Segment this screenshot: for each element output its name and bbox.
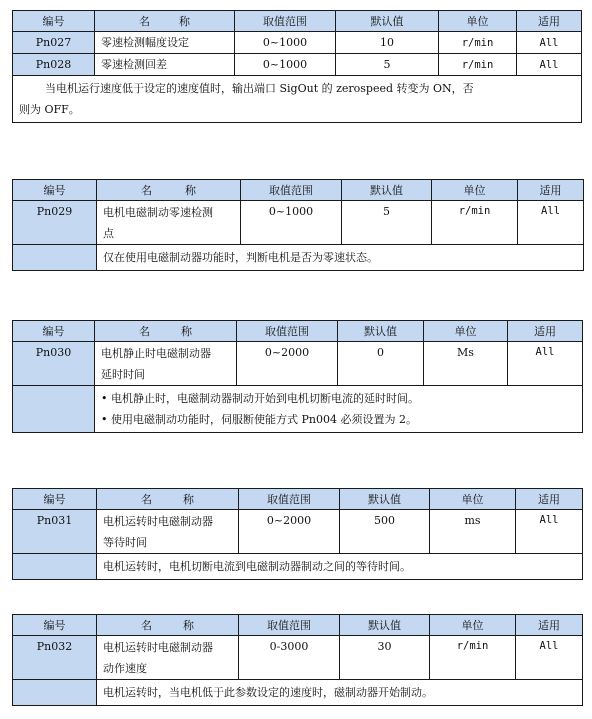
description-label-cell	[13, 245, 97, 271]
header-default: 默认值	[340, 489, 430, 510]
param-unit: ms	[430, 510, 516, 554]
param-code: Pn029	[13, 201, 97, 245]
param-default: 5	[342, 201, 432, 245]
param-unit: r/min	[432, 201, 518, 245]
param-unit: r/min	[439, 54, 517, 76]
header-applies: 适用	[517, 11, 582, 32]
header-name: 名 称	[95, 11, 235, 32]
table-row	[13, 342, 583, 386]
param-code: Pn030	[13, 342, 95, 386]
header-default: 默认值	[342, 180, 432, 201]
param-unit: r/min	[439, 32, 517, 54]
header-default: 默认值	[336, 11, 439, 32]
param-default: 500	[340, 510, 430, 554]
header-applies: 适用	[516, 615, 583, 636]
param-code: Pn031	[13, 510, 97, 554]
param-name: 电机运转时电磁制动器 动作速度	[97, 636, 239, 680]
header-default: 默认值	[340, 615, 430, 636]
description-row	[13, 76, 582, 123]
header-code: 编号	[13, 11, 95, 32]
param-name: 零速检测回差	[95, 54, 235, 76]
param-applies: All	[508, 342, 583, 386]
param-name: 电机运转时电磁制动器 等待时间	[97, 510, 239, 554]
header-code: 编号	[13, 180, 97, 201]
table-row	[13, 636, 583, 680]
description-row	[13, 245, 584, 271]
param-applies: All	[516, 636, 583, 680]
header-range: 取值范围	[241, 180, 342, 201]
param-description: 仅在使用电磁制动器功能时，判断电机是否为零速状态。	[97, 245, 584, 271]
header-unit: 单位	[439, 11, 517, 32]
param-range: 0~1000	[235, 32, 336, 54]
description-row	[13, 386, 583, 433]
header-range: 取值范围	[239, 489, 340, 510]
param-default: 5	[336, 54, 439, 76]
description-line: • 电机静止时，电磁制动器制动开始到电机切断电流的延时时间。	[101, 392, 419, 405]
header-code: 编号	[13, 615, 97, 636]
param-name: 电机电磁制动零速检测 点	[97, 201, 241, 245]
header-range: 取值范围	[237, 321, 338, 342]
header-applies: 适用	[516, 489, 583, 510]
table-header-row	[13, 11, 582, 32]
description-row	[13, 680, 583, 706]
description-line: • 使用电磁制动功能时，伺服断使能方式 Pn004 必须设置为 2。	[101, 413, 417, 426]
param-range: 0-3000	[239, 636, 340, 680]
param-range: 0~1000	[241, 201, 342, 245]
table-header-row	[13, 489, 583, 510]
param-range: 0~2000	[239, 510, 340, 554]
param-unit: Ms	[424, 342, 508, 386]
table-header-row	[13, 321, 583, 342]
param-applies: All	[517, 32, 582, 54]
param-name: 零速检测幅度设定	[95, 32, 235, 54]
description-label-cell	[13, 386, 95, 433]
description-line: 当电机运行速度低于设定的速度值时，输出端口 SigOut 的 zerospeed 转变为 ON，否	[45, 82, 474, 95]
header-applies: 适用	[518, 180, 584, 201]
header-code: 编号	[13, 489, 97, 510]
table-row	[13, 54, 582, 76]
param-code: Pn032	[13, 636, 97, 680]
param-description	[13, 76, 582, 123]
header-code: 编号	[13, 321, 95, 342]
param-default: 0	[338, 342, 424, 386]
header-name: 名 称	[97, 489, 239, 510]
param-range: 0~1000	[235, 54, 336, 76]
description-line: 则为 OFF。	[19, 103, 80, 116]
param-default: 10	[336, 32, 439, 54]
header-name: 名 称	[97, 615, 239, 636]
header-unit: 单位	[432, 180, 518, 201]
description-label-cell	[13, 554, 97, 580]
param-default: 30	[340, 636, 430, 680]
header-range: 取值范围	[239, 615, 340, 636]
param-unit: r/min	[430, 636, 516, 680]
param-description: 电机运转时，电机切断电流到电磁制动器制动之间的等待时间。	[97, 554, 583, 580]
table-row	[13, 32, 582, 54]
param-code: Pn028	[13, 54, 95, 76]
header-name: 名 称	[97, 180, 241, 201]
table-row	[13, 510, 583, 554]
param-code: Pn027	[13, 32, 95, 54]
param-table-pn032	[12, 614, 583, 706]
param-description	[95, 386, 583, 433]
table-row	[13, 201, 584, 245]
param-table-pn030	[12, 320, 583, 433]
param-description: 电机运转时，当电机低于此参数设定的速度时，磁制动器开始制动。	[97, 680, 583, 706]
header-unit: 单位	[424, 321, 508, 342]
param-applies: All	[517, 54, 582, 76]
param-range: 0~2000	[237, 342, 338, 386]
description-label-cell	[13, 680, 97, 706]
param-applies: All	[518, 201, 584, 245]
table-header-row	[13, 615, 583, 636]
header-unit: 单位	[430, 489, 516, 510]
header-range: 取值范围	[235, 11, 336, 32]
param-table-pn027-pn028	[12, 10, 582, 123]
header-unit: 单位	[430, 615, 516, 636]
header-applies: 适用	[508, 321, 583, 342]
table-header-row	[13, 180, 584, 201]
header-name: 名 称	[95, 321, 237, 342]
header-default: 默认值	[338, 321, 424, 342]
param-applies: All	[516, 510, 583, 554]
param-table-pn029	[12, 179, 584, 271]
param-name: 电机静止时电磁制动器 延时时间	[95, 342, 237, 386]
description-row	[13, 554, 583, 580]
param-table-pn031	[12, 488, 583, 580]
